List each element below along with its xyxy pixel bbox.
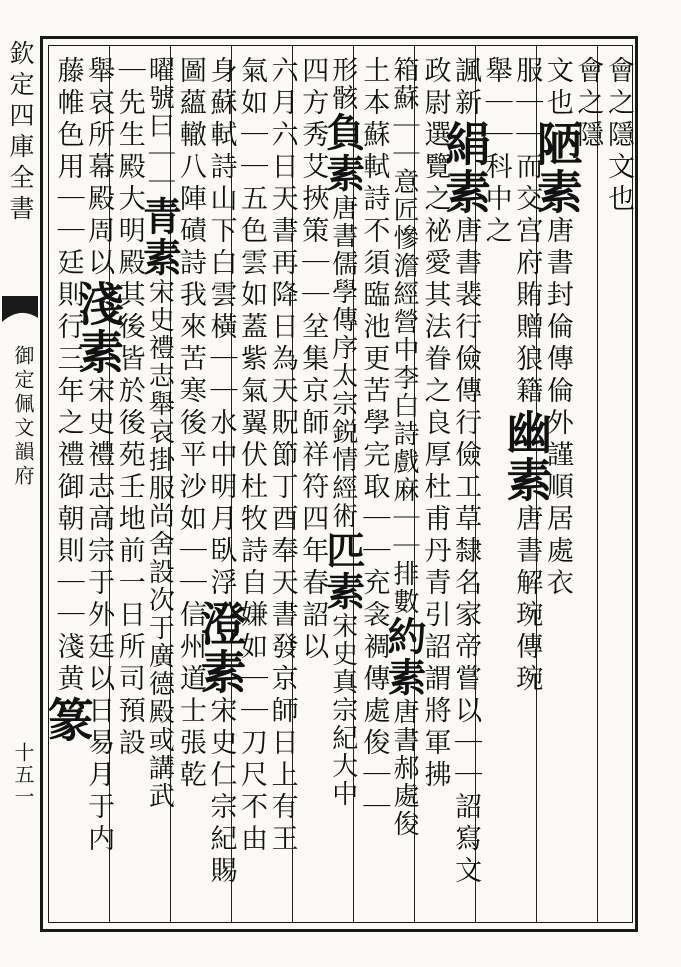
text-column [438,56,493,914]
text-run: 舉｜｜科中之 [480,56,512,248]
text-run: 身蘇軾詩山下白雲橫｜｜水中明月臥浮 [205,56,237,600]
headword: 幽素 [499,408,554,504]
text-column [266,56,297,914]
text-run: 四方秀艾挾策｜｜坌集京師 [297,56,329,440]
text-run: 氣如｜｜五色雲如蓋紫氣翼伏杜牧詩自嫌如｜｜刀尺不由 [236,56,268,856]
text-run: 諷新 [450,56,482,120]
text-run: 箱蘇｜｜意匠慘澹經營中李白詩戲麻｜｜排數 [388,56,419,616]
text-run: 祥符四年春詔以 [297,440,329,664]
text-run: 服｜｜而交宫府賄贈狼籍 [511,56,543,408]
text-run: 土本 [358,56,390,120]
text-column [113,56,144,914]
text-run: 信州道士張乾 [174,600,206,792]
headword: 篆 [40,696,95,744]
text-run: 殿大明殿其後皆於後苑壬地前一日所司預設 [113,152,145,760]
headword: 匹素 [319,530,366,612]
text-column [193,56,248,914]
text-run: 宋史仁宗紀賜 [205,696,237,888]
text-column [499,56,554,914]
margin-top-fragment: 欽定四庫全書 [6,40,35,226]
text-column [40,56,95,914]
text-run: 宋史禮志舉哀掛服尚舍設次于廣德殿或講武 [144,278,175,810]
text-run: 宋史真宗紀大中 [327,612,358,808]
text-run: 唐書裴行儉傳行儉工草隸名家帝嘗以｜｜詔寫文 [450,216,482,888]
headword: 澄素 [193,600,248,696]
text-run: 唐書儒學傳序太宗鋭情經術 [327,194,358,530]
text-run: 六月六日天書再降日為天貺節丁酉奉天書發京師日上有王 [266,56,298,856]
text-run: 舉哀所幕殿周以 [83,56,115,280]
text-run: 唐書郝處俊 [388,698,419,838]
text-run: 選覽之祕愛其法眷之良厚杜甫丹青引詔謂將軍拂 [419,120,451,792]
text-column [136,56,183,914]
text-run: 政尉 [419,56,451,120]
text-run: 傳處俊｜｜ [358,664,390,824]
text-run: 之 [602,88,634,120]
fishtail-mark-icon [0,292,40,332]
text-column [235,56,266,914]
text-run: 形骸 [327,56,358,112]
headword: 淺素 [71,280,126,376]
text-run: 會 [602,56,634,88]
text-run: 廷則行三年之禮御朝則｜｜淺黄 [52,248,84,696]
text-column [380,56,427,914]
text-run: 文也 [541,56,573,120]
text-column [71,56,126,914]
text-column [174,56,205,914]
text-run: 唐書封倫傳倫外謹順居處衣 [541,216,573,600]
text-run: 唐書解琬傳琬 [511,504,543,696]
headword: 陋素 [529,120,584,216]
text-run: 藤帷色用｜｜ [52,56,84,248]
text-column [319,56,366,914]
text-column [602,56,633,914]
text-run: 蘇軾詩不須臨池更苦學完取｜｜充衾裯 [358,120,390,664]
text-column [419,56,450,914]
page-number: 十五一 [11,742,35,808]
text-run: 宋史禮志高宗于外廷以日易月于内 [83,376,115,856]
text-run: 會之隱 [572,56,604,152]
text-run: 圖蘊轍八陣磧詩我來苦寒後平沙如｜｜ [174,56,206,600]
headword: 負素 [319,112,366,194]
text-run: 隱 [602,120,634,152]
headword: 青素 [136,196,183,278]
text-run: 文也 [602,152,634,216]
headword: 絹素 [438,120,493,216]
book-title: 御定佩文韻府 [11,345,35,489]
text-column [297,56,328,914]
text-run: ｜先生 [113,56,145,152]
headword: 約素 [380,616,427,698]
text-run: 曜號曰｜｜ [144,56,175,196]
